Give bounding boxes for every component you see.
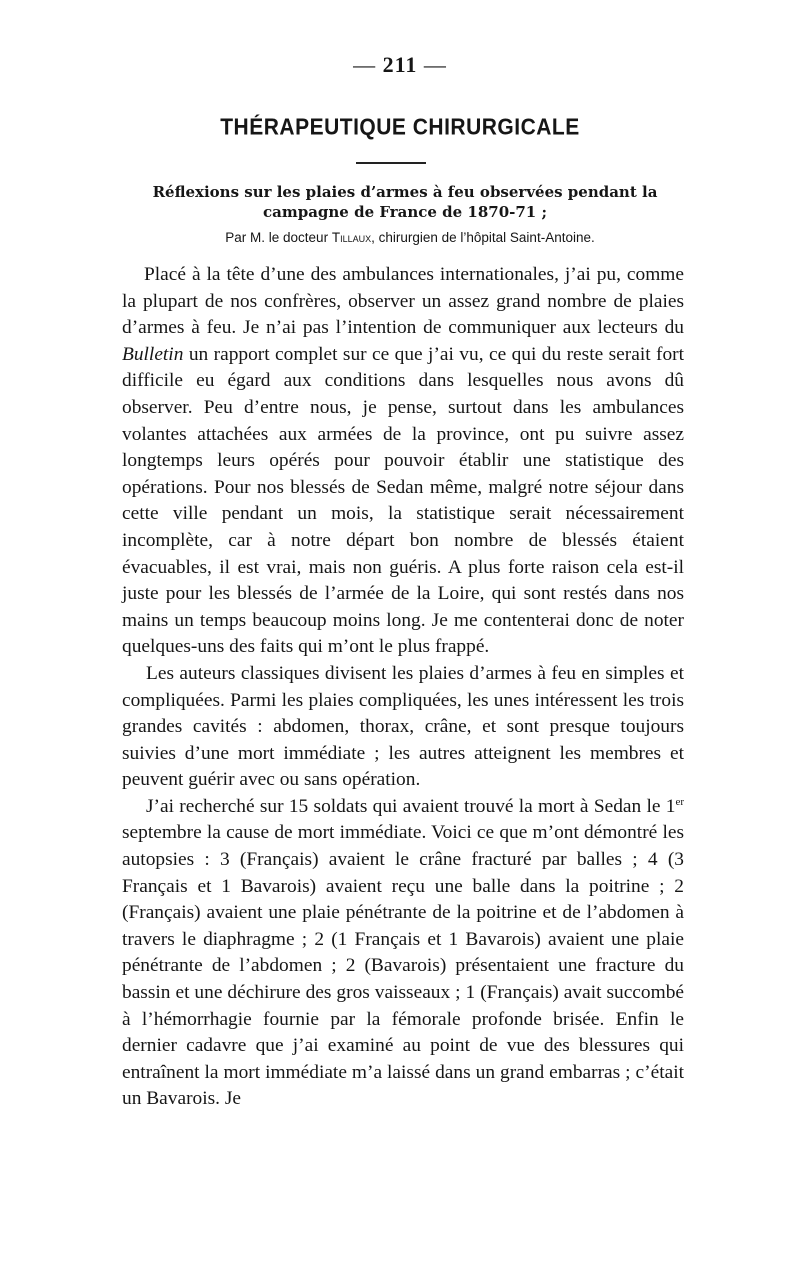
page-number-value: 211 (382, 52, 418, 77)
article-byline (120, 230, 700, 245)
paragraph-2: Les auteurs classiques divisent les plaies d’armes à feu en simples et compliquées. Parmi les plaies compliquées, les unes intéressent les trois grandes cavités : abdomen, thorax, crâne, et sont presque toujours suivies d’une mort immédiate ; les autres atteignent les membres et peuvent guérir avec ou sans opération. (122, 662, 684, 791)
article-body (122, 262, 684, 1113)
byline-prefix: Par M. le docteur (225, 230, 329, 245)
title-divider (356, 162, 426, 164)
byline-author: Tillaux (331, 230, 372, 245)
section-title: THÉRAPEUTIQUE CHIRURGICALE (220, 114, 580, 141)
ordinal-superscript: er (675, 795, 684, 808)
journal-title-italic: Bulletin (122, 343, 184, 365)
paragraph-1: Placé à la tête d’une des ambulances internationales, j’ai pu, comme la plupart de nos confrères, observer un assez grand nombre de plaies d’armes à feu. Je n’ai pas l’intention de communiquer aux lecteurs du Bulletin un rapport complet sur ce que j’ai vu, ce qui du reste serait fort difficile eu égard aux conditions dans lesquelles nous avons dû observer. Peu d’entre nous, je pense, surtout dans les ambulances volantes attachées aux armées de la province, ont pu suivre assez longtemps leurs opérés pour pouvoir établir une statistique des opérations. Pour nos blessés de Sedan même, malgré notre séjour dans cette ville pendant un mois, la statistique serait nécessairement incomplète, car à notre départ bon nombre de blessés étaient évacuables, il est vrai, mais non guéris. A plus forte raison cela est-il juste pour les blessés de l’armée de la Loire, qui sont restés dans nos mains un temps beaucoup moins long. Je me contenterai donc de noter quelques-uns des faits qui m’ont le plus frappé. (122, 264, 684, 658)
article-heading: Réflexions sur les plaies d’armes à feu observées pendant la campagne de France de 1870-71 ; (152, 183, 658, 221)
page-number: — 211 — (353, 52, 447, 77)
paragraph-3: J’ai recherché sur 15 soldats qui avaient trouvé la mort à Sedan le 1er septembre la cause de mort immédiate. Voici ce que m’ont démontré les autopsies : 3 (Français) avaient le crâne fracturé par balles ; 4 (3 Français et 1 Bavarois) avaient reçu une balle dans la poitrine ; 2 (Français) avaient une plaie pénétrante de la poitrine et de l’abdomen à travers le diaphragme ; 2 (1 Français et 1 Bavarois) avaient une plaie pénétrante de l’abdomen ; 2 (Bavarois) présentaient une fracture du bassin et une déchirure des gros vaisseaux ; 1 (Français) avait succombé à l’hémorrhagie fournie par la fémorale profonde brisée. Enfin le dernier cadavre que j’ai examiné au point de vue des blessures qui entraînent la mort immédiate m’a laissé dans un grand embarras ; c’était un Bavarois. Je (122, 795, 684, 1110)
byline-suffix: , chirurgien de l’hôpital Saint-Antoine. (371, 230, 595, 245)
